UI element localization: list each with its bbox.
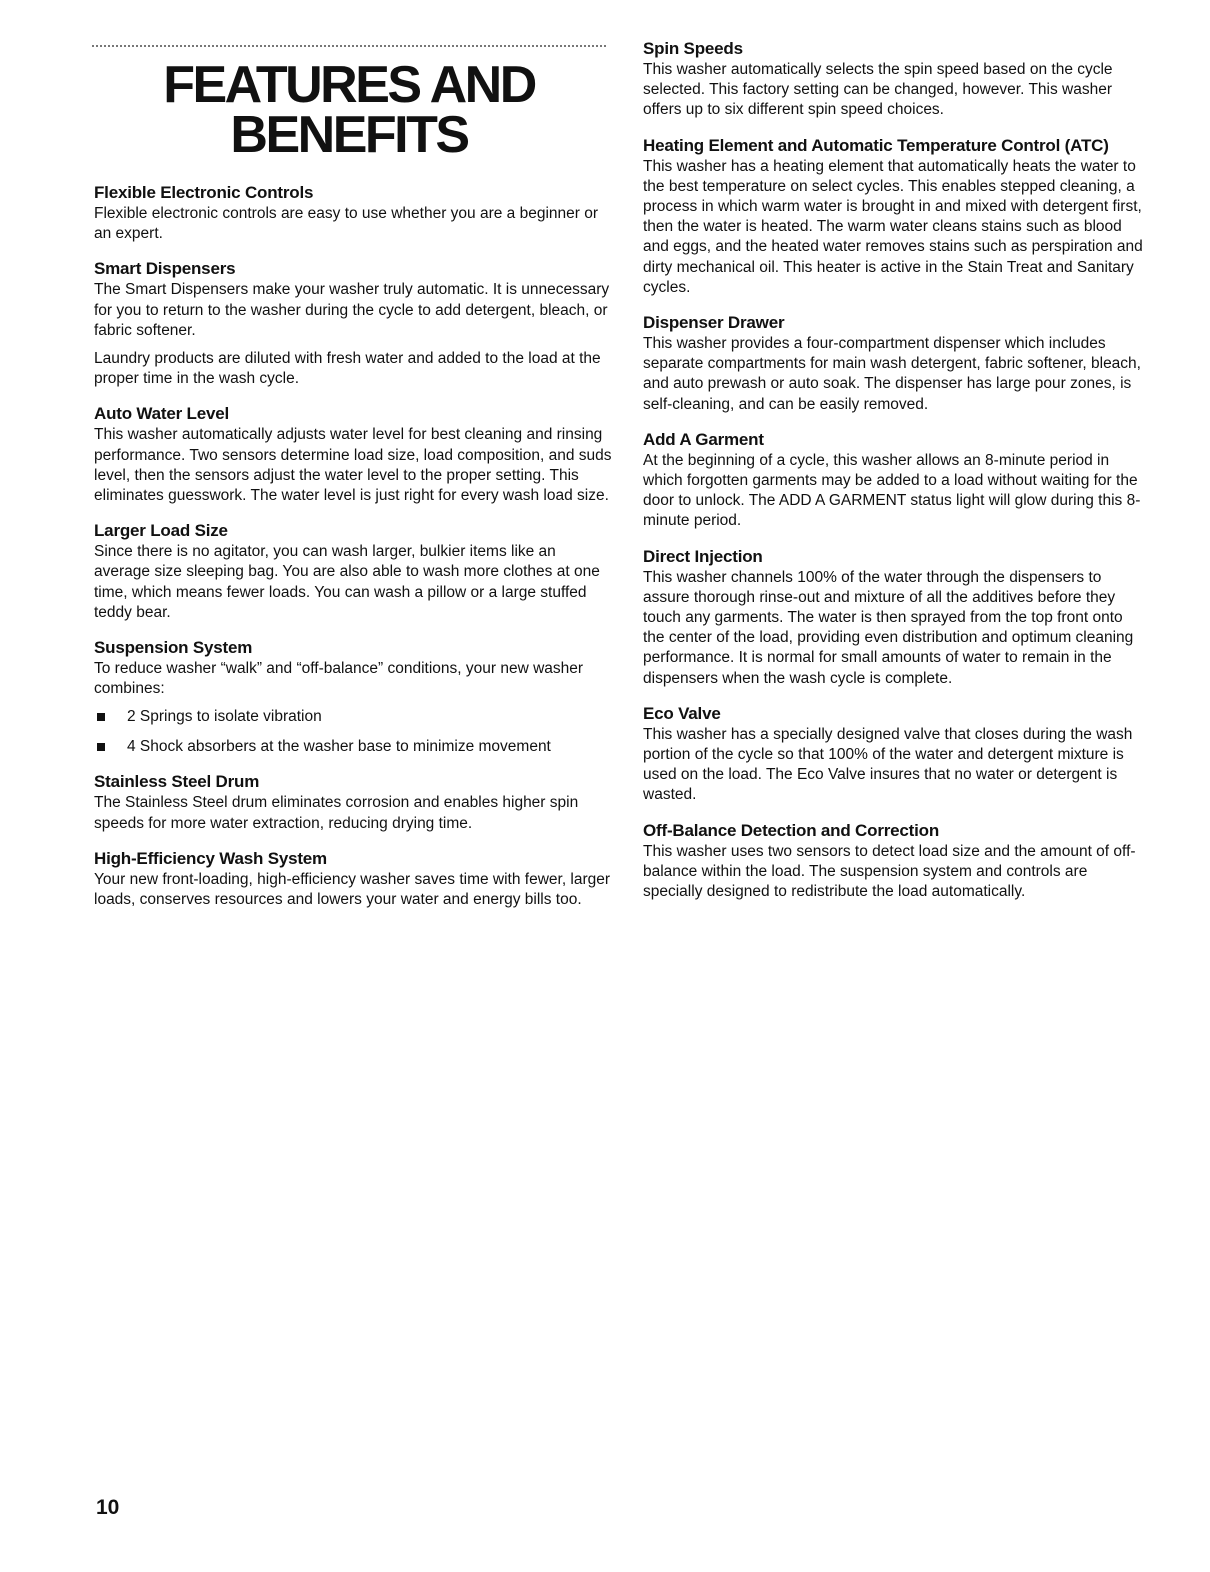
section-paragraph: This washer has a heating element that automatically heats the water to the best temperature on select cycles. This enables stepped cleaning, a process in which warm water is brought in and mixed with detergent first, then the water is heated. The warm water cleans stains such as blood and eggs, and the heated water removes stains such as perspiration and dirty mechanical oil. This heater is active in the Stain Treat and Sanitary cycles. — [643, 157, 1143, 296]
page-title-line-1: FEATURES AND — [163, 56, 535, 114]
page-title-line-2: BENEFITS — [230, 106, 468, 164]
section-paragraph: The Smart Dispensers make your washer truly automatic. It is unnecessary for you to return to the washer during the cycle to add detergent, bleach, or fabric softener. — [94, 281, 610, 339]
bullet-item — [94, 707, 612, 727]
section-flexible-electronic-controls — [94, 182, 612, 244]
section-heading: Add A Garment — [643, 429, 764, 449]
section-paragraph: To reduce washer “walk” and “off-balance” conditions, your new washer combines: — [94, 660, 584, 698]
section-heading: Direct Injection — [643, 546, 763, 566]
section-direct-injection — [643, 546, 1143, 689]
section-paragraph: This washer provides a four-compartment dispenser which includes separate compartments for main wash detergent, fabric softener, bleach, and auto prewash or auto soak. The dispenser has large pour zones, is self-cleaning, and can be easily removed. — [643, 335, 1141, 413]
section-larger-load-size — [94, 520, 612, 623]
section-paragraph: This washer has a specially designed valve that closes during the wash portion of the cycle so that 100% of the water and detergent mixture is used on the load. The Eco Valve insures that no water or detergent is wasted. — [643, 725, 1133, 804]
section-auto-water-level — [94, 403, 612, 506]
section-high-efficiency-wash-system — [94, 848, 612, 910]
section-heading: Dispenser Drawer — [643, 313, 785, 333]
bullet-text: 2 Springs to isolate vibration — [127, 708, 322, 726]
page-title — [92, 56, 606, 164]
section-smart-dispensers — [94, 258, 612, 389]
section-paragraph: Your new front-loading, high-efficiency washer saves time with fewer, larger loads, conserves resources and lowers your water and energy bills too. — [94, 870, 611, 909]
section-heading: Eco Valve — [643, 703, 721, 723]
section-stainless-steel-drum — [94, 771, 612, 833]
section-paragraph: This washer automatically selects the spin speed based on the cycle selected. This factory setting can be changed, however. This washer offers up to six different spin speed choices. — [643, 61, 1113, 119]
section-paragraph: At the beginning of a cycle, this washer allows an 8-minute period in which forgotten garments may be added to a load without waiting for the door to unlock. The ADD A GARMENT status light will glow during this 8-minute period. — [643, 451, 1141, 530]
section-heading: Heating Element and Automatic Temperature Control (ATC) — [643, 135, 1109, 155]
section-eco-valve — [643, 703, 1143, 806]
section-dispenser-drawer — [643, 312, 1143, 415]
right-column — [643, 38, 1143, 916]
section-off-balance-detection — [643, 820, 1143, 903]
section-heading: Smart Dispensers — [94, 259, 236, 279]
section-heading: Suspension System — [94, 638, 253, 658]
section-spin-speeds — [643, 38, 1143, 121]
section-paragraph: Laundry products are diluted with fresh water and added to the load at the proper time in the wash cycle. — [94, 350, 601, 388]
section-heading: Stainless Steel Drum — [94, 772, 260, 792]
section-heading: Off-Balance Detection and Correction — [643, 820, 940, 840]
page-number: 10 — [96, 1496, 120, 1519]
section-paragraph: Since there is no agitator, you can wash larger, bulkier items like an average size sleeping bag. You are also able to wash more clothes at one time, which means fewer loads. You can wash a pillow or a large stuffed teddy bear. — [94, 543, 600, 621]
section-paragraph: This washer channels 100% of the water through the dispensers to assure thorough rinse-out and mixture of all the additives before they touch any garments. The water is then sprayed from the top front onto the center of the load, providing even distribution and optimum cleaning performance. It is normal for small amounts of water to remain in the dispensers when the wash cycle is complete. — [643, 568, 1134, 687]
section-paragraph: This washer uses two sensors to detect load size and the amount of off-balance within the load. The suspension system and controls are specially designed to redistribute the load automatically. — [643, 842, 1136, 901]
section-paragraph: The Stainless Steel drum eliminates corrosion and enables higher spin speeds for more water extraction, reducing drying time. — [94, 794, 579, 832]
section-heading: Spin Speeds — [643, 39, 743, 58]
section-heading: Larger Load Size — [94, 521, 228, 541]
bullet-square-icon — [97, 713, 105, 721]
bullet-square-icon — [97, 743, 105, 751]
section-heading: High-Efficiency Wash System — [94, 848, 327, 868]
bullet-list — [94, 707, 612, 757]
top-rule — [92, 45, 606, 47]
section-paragraph: This washer automatically adjusts water level for best cleaning and rinsing performance. Two sensors determine load size, load composition, and suds level, then the sensors adjust the water level to the proper setting. This eliminates guesswork. The water level is just right for every wash load size. — [94, 426, 612, 505]
bullet-text: 4 Shock absorbers at the washer base to minimize movement — [127, 738, 551, 756]
section-paragraph: Flexible electronic controls are easy to use whether you are a beginner or an expert. — [94, 205, 599, 243]
section-heading: Auto Water Level — [94, 404, 230, 424]
bullet-item — [94, 737, 612, 757]
section-heading: Flexible Electronic Controls — [94, 183, 314, 202]
section-heating-element-atc — [643, 135, 1143, 298]
section-suspension-system — [94, 637, 612, 757]
left-column — [94, 182, 612, 924]
section-add-a-garment — [643, 429, 1143, 532]
